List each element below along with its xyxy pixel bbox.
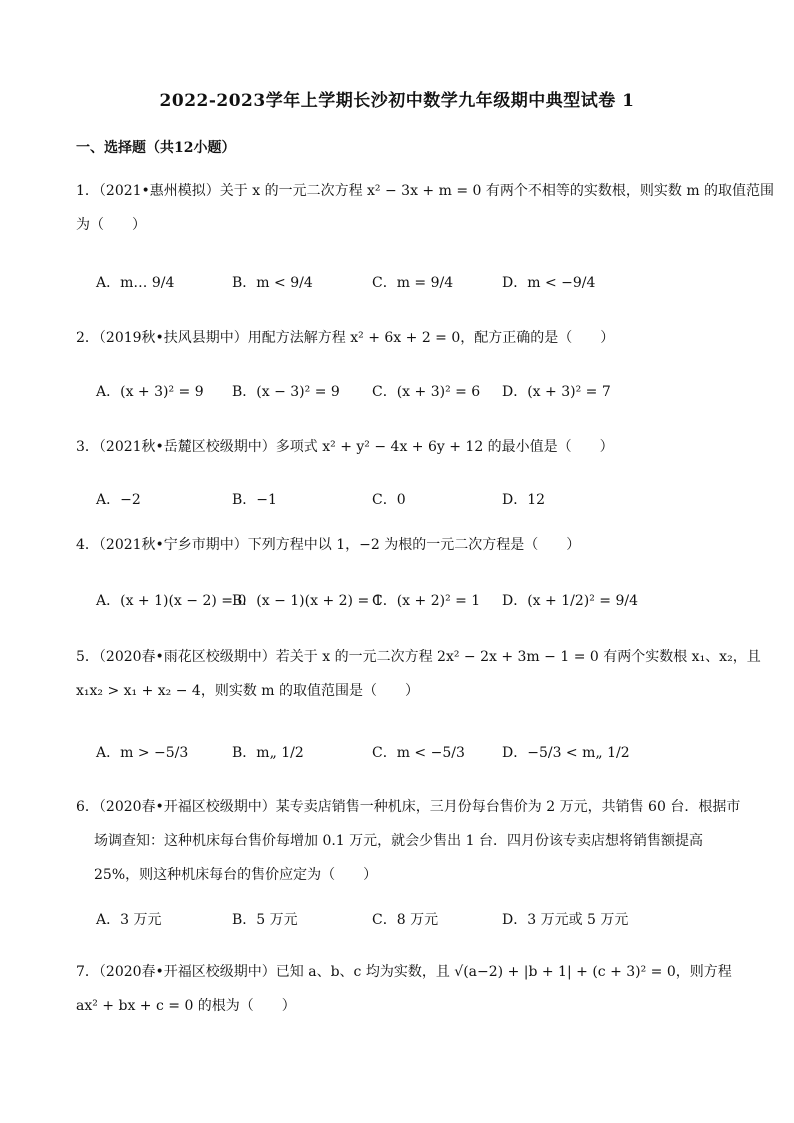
question-line: 2．（2019秋•扶风县期中）用配方法解方程 x² + 6x + 2 = 0，配方正确的是（ ） [76,330,615,346]
question-3 [76,430,726,464]
option-b[interactable]: B．(x − 3)² = 9 [232,384,340,400]
options-1 [96,267,736,297]
question-line: 4．（2021秋•宁乡市期中）下列方程中以 1，−2 为根的一元二次方程是（ ） [76,537,581,553]
question-6 [76,790,741,892]
option-c[interactable]: C．m < −5/3 [372,745,465,761]
option-a[interactable]: A．m > −5/3 [96,745,189,761]
options-4 [96,585,736,615]
option-c[interactable]: C．(x + 2)² = 1 [372,593,481,609]
question-line: 场调查知：这种机床每台售价每增加 0.1 万元，就会少售出 1 台．四月份该专卖店想将销售额提高 [94,833,703,849]
option-d[interactable]: D．12 [502,492,546,508]
question-line: 为（ ） [76,217,146,233]
option-a[interactable]: A．m… 9/4 [96,275,175,291]
option-a[interactable]: A．−2 [96,492,141,508]
options-5 [96,737,736,767]
option-b[interactable]: B．5 万元 [232,912,298,928]
option-a[interactable]: A．(x + 1)(x − 2) = 0 [96,593,247,609]
option-d[interactable]: D．−5/3 < m„ 1/2 [502,745,630,761]
question-2 [76,321,726,355]
question-7 [76,955,732,1023]
option-a[interactable]: A．(x + 3)² = 9 [96,384,204,400]
question-5 [76,640,761,708]
option-b[interactable]: B．m < 9/4 [232,275,313,291]
option-d[interactable]: D．m < −9/4 [502,275,596,291]
question-line: 5．（2020春•雨花区校级期中）若关于 x 的一元二次方程 2x² − 2x + 3m − 1 = 0 有两个实数根 x₁、x₂，且 [76,649,761,665]
option-c[interactable]: C．m = 9/4 [372,275,454,291]
option-c[interactable]: C．0 [372,492,406,508]
question-line: 1．（2021•惠州模拟）关于 x 的一元二次方程 x² − 3x + m = 0 有两个不相等的实数根，则实数 m 的取值范围 [76,183,775,199]
option-d[interactable]: D．(x + 3)² = 7 [502,384,611,400]
question-line: ax² + bx + c = 0 的根为（ ） [76,998,296,1014]
question-1 [76,174,775,242]
question-4 [76,528,726,562]
option-b[interactable]: B．(x − 1)(x + 2) = 1 [232,593,383,609]
options-2 [96,376,736,406]
question-line: x₁x₂ > x₁ + x₂ − 4，则实数 m 的取值范围是（ ） [76,683,420,699]
option-c[interactable]: C．(x + 3)² = 6 [372,384,481,400]
question-line: 3．（2021秋•岳麓区校级期中）多项式 x² + y² − 4x + 6y + 12 的最小值是（ ） [76,439,614,455]
option-d[interactable]: D．(x + 1/2)² = 9/4 [502,593,638,609]
section-heading: 一、选择题（共12小题） [76,140,236,156]
page-title: 2022-2023学年上学期长沙初中数学九年级期中典型试卷 1 [159,91,635,111]
option-c[interactable]: C．8 万元 [372,912,439,928]
option-d[interactable]: D．3 万元或 5 万元 [502,912,629,928]
option-a[interactable]: A．3 万元 [96,912,162,928]
question-line: 25%，则这种机床每台的售价应定为（ ） [94,867,378,883]
question-line: 6．（2020春•开福区校级期中）某专卖店销售一种机床，三月份每台售价为 2 万元，共销售 60 台．根据市 [76,799,741,815]
options-6 [96,904,736,934]
question-line: 7．（2020春•开福区校级期中）已知 a、b、c 均为实数，且 √(a−2) + |b + 1| + (c + 3)² = 0，则方程 [76,964,732,980]
options-3 [96,484,736,514]
option-b[interactable]: B．m„ 1/2 [232,745,304,761]
option-b[interactable]: B．−1 [232,492,277,508]
